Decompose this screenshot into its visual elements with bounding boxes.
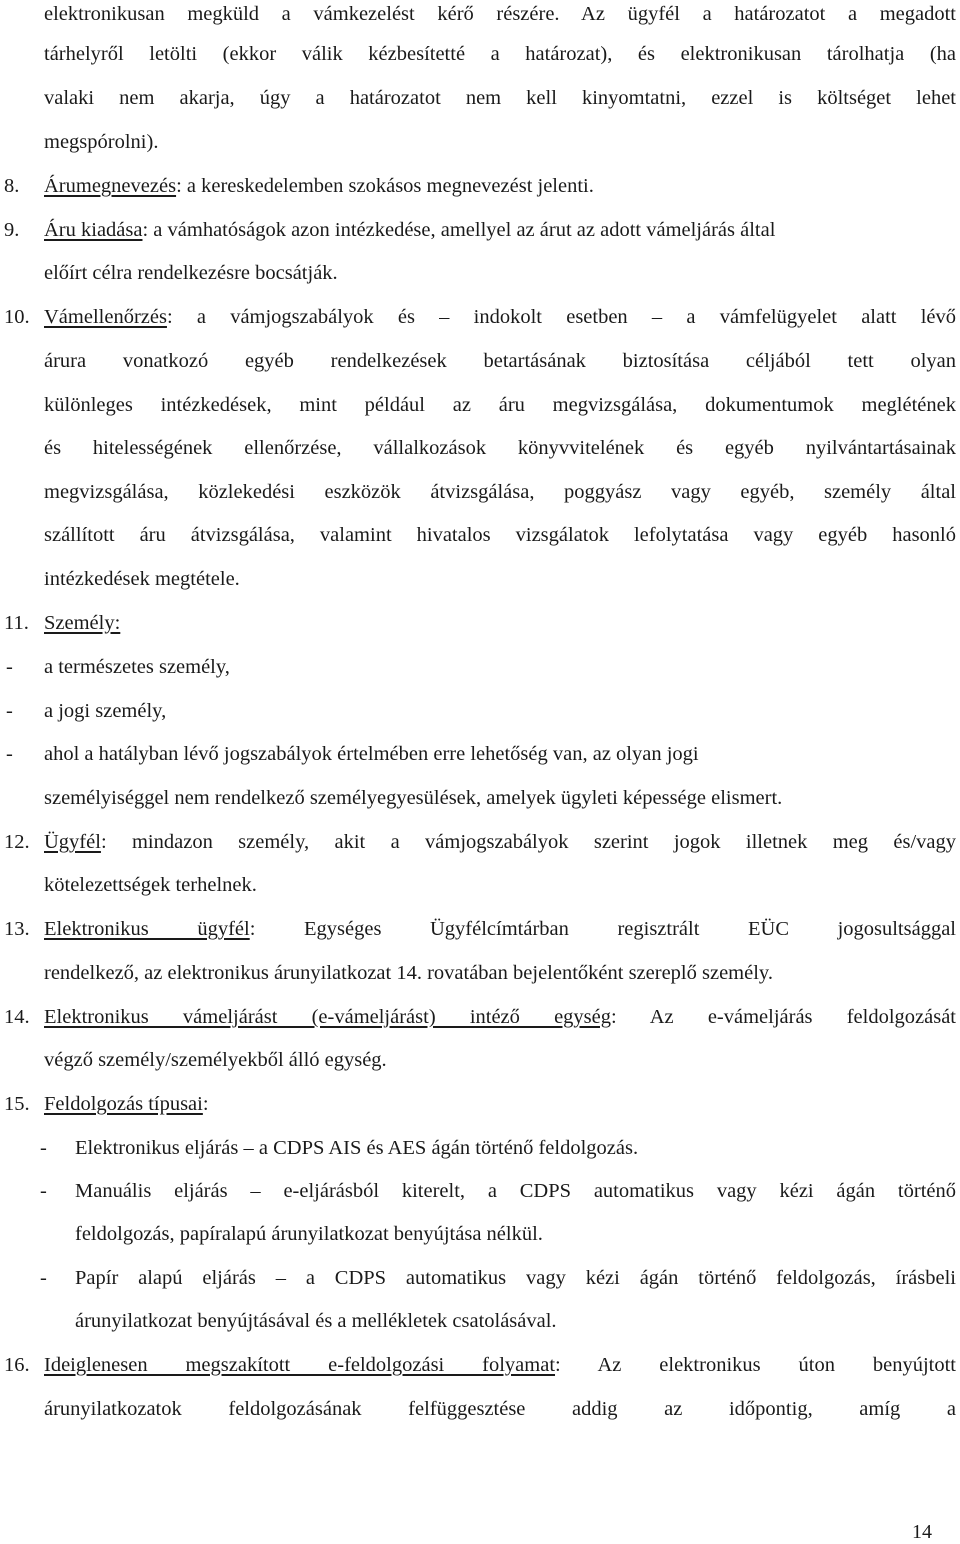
definition-line: és hitelességének ellenőrzése, vállalkozások könyvvitelének és egyéb nyilvántartásainak [44,437,956,459]
definition-line: intézkedések megtétele. [44,568,240,590]
bullet-dash: - [40,1180,47,1202]
bullet-item: Papír alapú eljárás – a CDPS automatikus vagy kézi ágán történő feldolgozás, írásbeli [75,1267,956,1289]
definition-8 [44,172,594,200]
bullet-dash: - [6,700,13,722]
definition-line: előírt célra rendelkezésre bocsátják. [44,262,338,284]
bullet-item: Manuális eljárás – e-eljárásból kiterelt, a CDPS automatikus vagy kézi ágán történő [75,1180,956,1202]
item-number: 8. [4,175,20,197]
term-vamellenorzes: Vámellenőrzés [44,306,167,328]
bullet-item: ahol a hatályban lévő jogszabályok értelmében erre lehetőség van, az olyan jogi [44,743,699,765]
page-number: 14 [912,1521,932,1543]
definition-9 [44,216,775,244]
bullet-item: Elektronikus eljárás – a CDPS AIS és AES ágán történő feldolgozás. [75,1137,639,1159]
bullet-dash: - [6,656,13,678]
definition-line: különleges intézkedések, mint például az áru megvizsgálása, dokumentumok meglétének [44,394,956,416]
item-number: 14. [4,1006,30,1028]
term-e-vameljaras-egyseg: Elektronikus vámeljárást (e-vámeljárást) intéző egység [44,1006,612,1028]
term-elektronikus-ugyfel: Elektronikus ügyfél [44,918,250,940]
definition-text: : a vámhatóságok azon intézkedése, amellyel az árut az adott vámeljárás által [142,219,776,241]
definition-line: megvizsgálása, közlekedési eszközök átvizsgálása, poggyász vagy egyéb, személy által [44,481,956,503]
bullet-item-line: feldolgozás, papíralapú árunyilatkozat benyújtása nélkül. [75,1223,543,1245]
item-number: 15. [4,1093,30,1115]
definition-14 [44,1003,956,1031]
definition-text: : Egységes Ügyfélcímtárban regisztrált EÜC jogosultsággal [249,918,956,940]
item-number: 10. [4,306,30,328]
term-arumegnevezes: Árumegnevezés [44,175,177,197]
intro-line: elektronikusan megküld a vámkezelést kérő részére. Az ügyfél a határozatot a megadott [44,3,956,25]
definition-16 [44,1351,956,1379]
bullet-dash: - [6,743,13,765]
bullet-item-line: árunyilatkozat benyújtásával és a mellékletek csatolásával. [75,1310,557,1332]
term-aru-kiadasa: Áru kiadása [44,219,143,241]
term-feldolgozas-tipusai: Feldolgozás típusai [44,1093,203,1115]
item-number: 12. [4,831,30,853]
definition-11 [44,609,120,637]
item-number: 11. [4,612,29,634]
bullet-item: a jogi személy, [44,700,167,722]
term-ideiglenesen-megszakitott: Ideiglenesen megszakított e-feldolgozási folyamat [44,1354,556,1376]
definition-15 [44,1090,209,1118]
definition-10 [44,303,956,331]
bullet-dash: - [40,1267,47,1289]
bullet-item: a természetes személy, [44,656,230,678]
definition-line: rendelkező, az elektronikus árunyilatkozat 14. rovatában bejelentőként szereplő személy. [44,962,773,984]
definition-text: : [202,1093,209,1115]
item-number: 13. [4,918,30,940]
definition-text: : Az elektronikus úton benyújtott [555,1354,956,1376]
definition-line: szállított áru átvizsgálása, valamint hivatalos vizsgálatok lefolytatása vagy egyéb hasonló [44,524,956,546]
term-szemely: Személy: [44,612,121,634]
item-number: 16. [4,1354,30,1376]
intro-line: tárhelyről letölti (ekkor válik kézbesítetté a határozat), és elektronikusan tárolhatja (ha [44,43,956,65]
definition-line: árunyilatkozatok feldolgozásának felfüggesztése addig az időpontig, amíg a [44,1398,956,1420]
definition-line: árura vonatkozó egyéb rendelkezések betartásának biztosítása céljából tett olyan [44,350,956,372]
definition-text: : a kereskedelemben szokásos megnevezést jelenti. [176,175,594,197]
item-number: 9. [4,219,20,241]
definition-line: kötelezettségek terhelnek. [44,874,257,896]
definition-text: : mindazon személy, akit a vámjogszabályok szerint jogok illetnek meg és/vagy [100,831,956,853]
bullet-item-line: személyiséggel nem rendelkező személyegyesülések, amelyek ügyleti képessége elismert. [44,787,783,809]
bullet-dash: - [40,1137,47,1159]
intro-line: megspórolni). [44,131,159,153]
definition-line: végző személy/személyekből álló egység. [44,1049,387,1071]
intro-line: valaki nem akarja, úgy a határozatot nem kell kinyomtatni, ezzel is költséget lehet [44,87,956,109]
definition-12 [44,828,956,856]
term-ugyfel: Ügyfél [44,831,101,853]
definition-text: : Az e-vámeljárás feldolgozását [611,1006,956,1028]
definition-13 [44,915,956,943]
definition-text: : a vámjogszabályok és – indokolt esetben – a vámfelügyelet alatt lévő [166,306,956,328]
